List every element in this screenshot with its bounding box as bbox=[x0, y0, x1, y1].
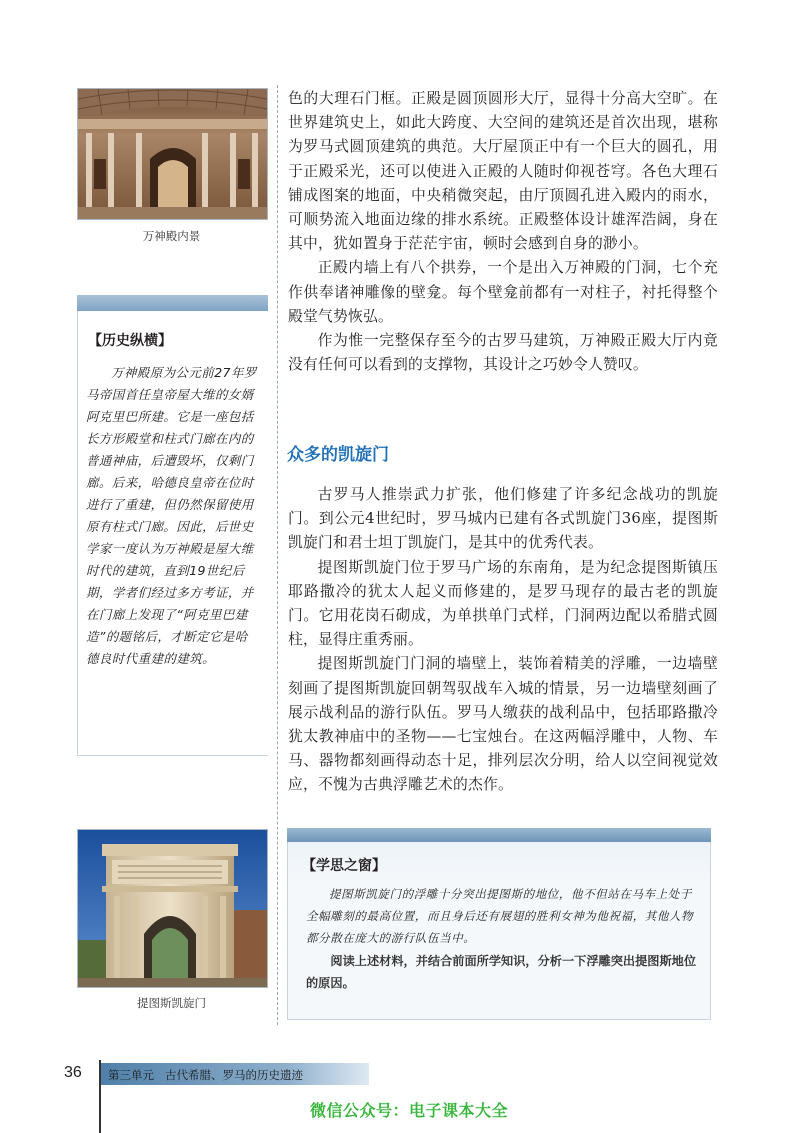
paragraph: 提图斯凯旋门门洞的墙壁上，装饰着精美的浮雕，一边墙壁刻画了提图斯凯旋回朝驾驭战车入城的情景，另一边墙壁刻画了展示战利品的游行队伍。罗马人缴获的战利品中，包括耶路撒冷犹太教神庙中的圣物——七宝烛台。在这两幅浮雕中，人物、车马、器物都刻画得动态十足，排列层次分明，给人以空间视觉效应，不愧为古典浮雕艺术的杰作。 bbox=[288, 655, 718, 794]
history-sidebar-title: 【历史纵横】 bbox=[88, 333, 172, 349]
footer-rule bbox=[99, 1060, 101, 1133]
section-heading: 众多的凯旋门 bbox=[287, 445, 389, 465]
arch-of-titus-illustration bbox=[78, 830, 267, 987]
paragraph: 正殿内墙上有八个拱券，一个是出入万神殿的门洞，七个充作供奉诸神雕像的壁龛。每个壁龛前都有一对柱子，衬托得整个殿堂气势恢弘。 bbox=[288, 259, 718, 325]
column-divider bbox=[277, 85, 278, 1025]
paragraph: 古罗马人推崇武力扩张，他们修建了许多纪念战功的凯旋门。到公元4世纪时，罗马城内已建有各式凯旋门36座，提图斯凯旋门和君士坦丁凯旋门，是其中的优秀代表。 bbox=[288, 486, 718, 552]
pantheon-caption: 万神殿内景 bbox=[142, 229, 201, 243]
arch-of-titus-photo bbox=[77, 829, 268, 988]
page-number: 36 bbox=[64, 1064, 82, 1081]
study-window-text: 提图斯凯旋门的浮雕十分突出提图斯的地位，他不但站在马车上处于全幅雕刻的最高位置，而且身后还有展翅的胜利女神为他祝福，其他人物都分散在庞大的游行队伍当中。 bbox=[306, 887, 694, 945]
study-window-title: 【学思之窗】 bbox=[302, 858, 386, 874]
paragraph: 色的大理石门框。正殿是圆顶圆形大厅，显得十分高大空旷。在世界建筑史上，如此大跨度、大空间的建筑还是首次出现，堪称为罗马式圆顶建筑的典范。大厅屋顶正中有一个巨大的圆孔，用于正殿采光，还可以使进入正殿的人随时仰视苍穹。各色大理石铺成图案的地面，中央稍微突起，由厅顶圆孔进入殿内的雨水，可顺势流入地面边缘的排水系统。正殿整体设计雄浑浩阔，身在其中，犹如置身于茫茫宇宙，顿时会感到自身的渺小。 bbox=[288, 90, 718, 253]
watermark-text: 微信公众号：电子课本大全 bbox=[310, 1101, 509, 1120]
footer-unit-label: 第三单元 古代希腊、罗马的历史遗迹 bbox=[108, 1068, 303, 1082]
study-window-band bbox=[287, 828, 711, 842]
main-text-top bbox=[288, 87, 718, 377]
arch-caption: 提图斯凯旋门 bbox=[137, 996, 206, 1010]
paragraph: 提图斯凯旋门位于罗马广场的东南角，是为纪念提图斯镇压耶路撒冷的犹太人起义而修建的，是罗马现存的最古老的凯旋门。它用花岗石砌成，为单拱单门式样，门洞两边配以希腊式圆柱，显得庄重秀丽。 bbox=[288, 558, 718, 649]
history-sidebar-band bbox=[77, 295, 268, 311]
study-window-question: 阅读上述材料，并结合前面所学知识，分析一下浮雕突出提图斯地位的原因。 bbox=[306, 954, 697, 990]
pantheon-interior-illustration bbox=[78, 89, 267, 219]
pantheon-interior-photo bbox=[77, 88, 268, 220]
main-text-bottom bbox=[288, 483, 718, 798]
history-sidebar-text: 万神殿原为公元前27年罗马帝国首任皇帝屋大维的女婿阿克里巴所建。它是一座包括长方形殿堂和柱式门廊在内的普通神庙，后遭毁坏，仅剩门廊。后来，哈德良皇帝在位时进行了重建，但仍然保留使用原有柱式门廊。因此，后世史学家一度认为万神殿是屋大维时代的建筑，直到19世纪后期，学者们经过多方考证，并在门廊上发现了“阿克里巴建造”的题铭后，才断定它是哈德良时代重建的建筑。 bbox=[86, 365, 257, 666]
paragraph: 作为惟一完整保存至今的古罗马建筑，万神殿正殿大厅内竟没有任何可以看到的支撑物，其设计之巧妙令人赞叹。 bbox=[288, 332, 718, 374]
